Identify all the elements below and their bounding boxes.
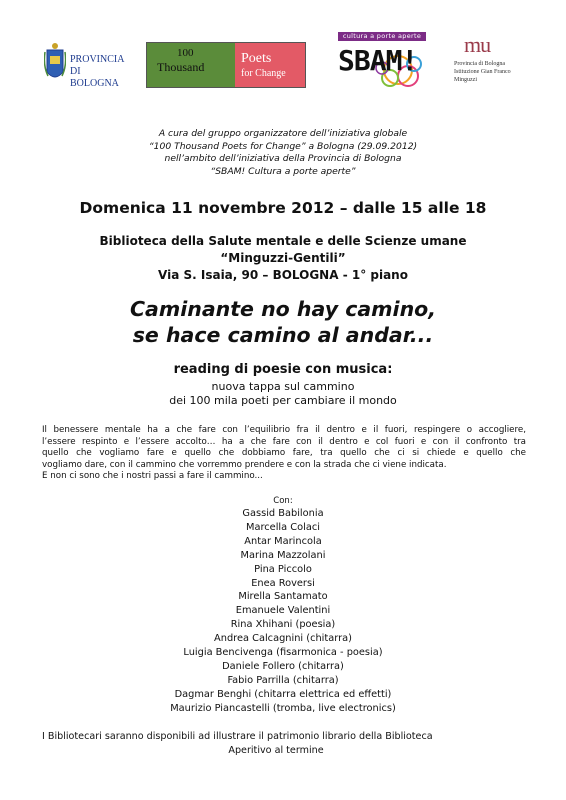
paragraph-line: vogliamo dare, con il cammino che vorremmo prendere e con la strada che ci viene indicata. xyxy=(42,459,447,470)
participant: Luigia Bencivenga (fisarmonica - poesia) xyxy=(183,647,383,659)
participant: Mirella Santamato xyxy=(238,591,328,603)
venue-line: Biblioteca della Salute mentale e delle Scienze umane xyxy=(99,234,467,248)
reading-subtitle xyxy=(0,380,566,408)
participant: Marcella Colaci xyxy=(246,521,320,533)
subtitle-line: dei 100 mila poeti per cambiare il mondo xyxy=(169,394,397,407)
intro-line: “100 Thousand Poets for Change” a Bologna (29.09.2012) xyxy=(148,140,418,152)
participant: Fabio Parrilla (chitarra) xyxy=(227,674,339,686)
miu-sub1: Provincia di Bologna xyxy=(454,61,505,67)
paragraph-line: Il benessere mentale ha a che fare con l’equilibrio fra il dentro e il fuori, respingere o accogliere, xyxy=(42,425,526,435)
body-paragraph xyxy=(42,425,526,483)
participant: Marina Mazzolani xyxy=(240,549,326,561)
participant: Rina Xhihani (poesia) xyxy=(230,619,336,631)
event-date: Domenica 11 novembre 2012 – dalle 15 alle 18 xyxy=(79,199,487,217)
paragraph-line: l’essere respinto e l’essere accolto… ha a che fare con il dentro e col fuori e con il confronto tra xyxy=(42,436,526,447)
slogan xyxy=(0,296,566,348)
participant: Antar Marincola xyxy=(244,535,322,547)
htp-thousand: Thousand xyxy=(157,60,205,74)
slogan-line: se hace camino al andar... xyxy=(132,323,434,347)
reading-title: reading di poesie con musica: xyxy=(173,362,393,377)
slogan-line: Caminante no hay camino, xyxy=(129,297,437,321)
participant: Andrea Calcagnini (chitarra) xyxy=(214,633,352,645)
100-thousand-poets-logo xyxy=(146,42,306,88)
footer-line: I Bibliotecari saranno disponibili ad illustrare il patrimonio librario della Biblioteca xyxy=(42,731,433,742)
participant: Emanuele Valentini xyxy=(235,605,331,617)
intro-text xyxy=(0,128,566,178)
participant: Dagmar Benghi (chitarra elettrica ed effetti) xyxy=(174,688,392,700)
sbam-band: cultura a porte aperte xyxy=(338,32,426,41)
intro-line: nell’ambito dell’iniziativa della Provincia di Bologna xyxy=(164,153,402,165)
provincia-di-bologna-logo xyxy=(42,38,134,88)
participant: Enea Roversi xyxy=(251,577,315,589)
participants-list xyxy=(0,507,566,716)
paragraph-line: E non ci sono che i nostri passi a fare il cammino... xyxy=(42,471,263,482)
intro-line: A cura del gruppo organizzatore dell’iniziativa globale xyxy=(158,128,408,139)
participant: Pina Piccolo xyxy=(254,563,312,575)
crest-icon xyxy=(44,42,66,86)
with-label: Con: xyxy=(273,496,293,506)
participant: Gassid Babilonia xyxy=(242,508,324,519)
htp-100: 100 xyxy=(177,47,194,59)
sbam-logo xyxy=(338,32,426,88)
provincia-line1: PROVINCIA DI xyxy=(70,54,124,77)
miu-sub2: Istituzione Gian Franco Minguzzi xyxy=(454,69,511,83)
provincia-line2: BOLOGNA xyxy=(70,78,119,89)
venue-line: “Minguzzi-Gentili” xyxy=(220,251,346,265)
htp-poets: Poets xyxy=(241,51,272,66)
participant: Daniele Follero (chitarra) xyxy=(222,660,344,672)
htp-for-change: for Change xyxy=(241,68,286,79)
footer xyxy=(42,730,542,757)
sbam-word: SBAM! xyxy=(338,44,418,77)
minguzzi-logo xyxy=(446,32,530,88)
subtitle-line: nuova tappa sul cammino xyxy=(211,380,355,393)
logo-bar xyxy=(0,32,566,88)
venue xyxy=(0,233,566,284)
miu-mark: mu xyxy=(464,32,491,57)
paragraph-line: quello che vogliamo fare e quello che dobbiamo fare, tra quello che ci si chiede e quello che xyxy=(42,448,526,459)
venue-line: Via S. Isaia, 90 – BOLOGNA - 1° piano xyxy=(158,268,408,282)
participant: Maurizio Piancastelli (tromba, live electronics) xyxy=(170,702,396,714)
intro-line: “SBAM! Cultura a porte aperte” xyxy=(210,165,356,177)
footer-line: Aperitivo al termine xyxy=(228,744,324,756)
